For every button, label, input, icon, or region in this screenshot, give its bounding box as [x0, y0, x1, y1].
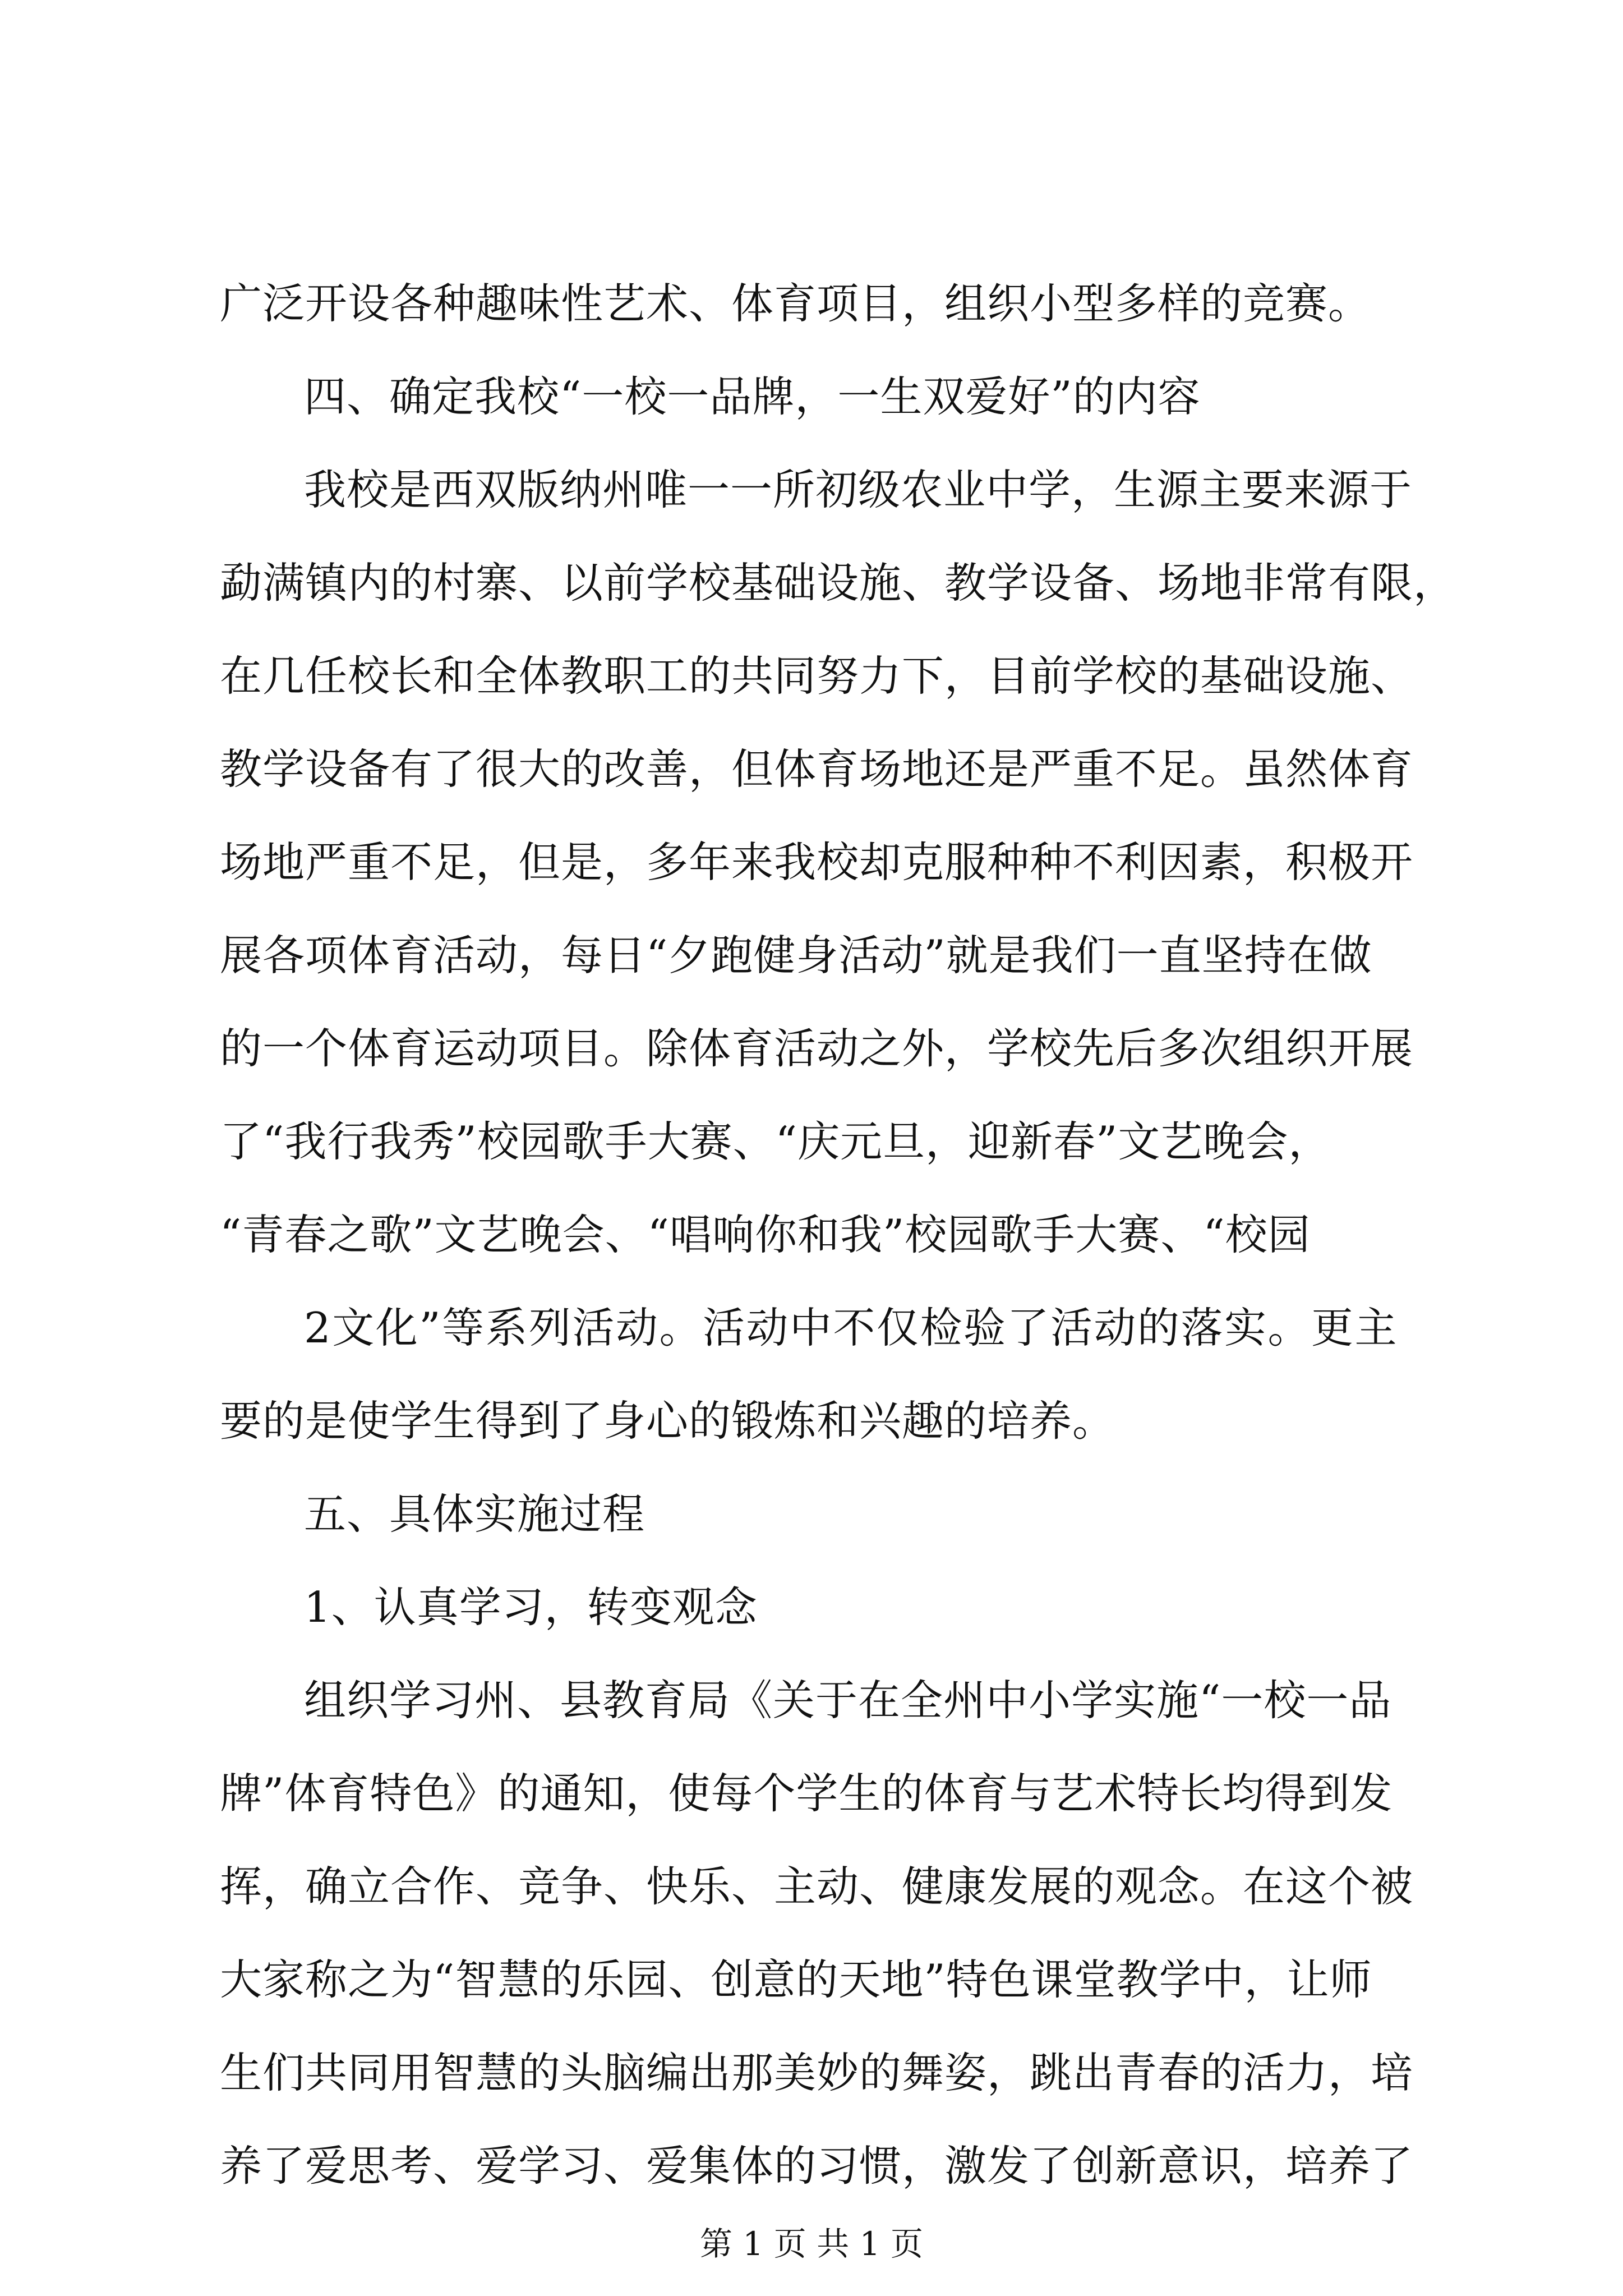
section-heading-5: 五、具体实施过程 [304, 1489, 645, 1539]
text-line-8: 展各项体育活动，每日“夕跑健身活动”就是我们一直坚持在做 [220, 931, 1372, 980]
subsection-heading-1: 1、认真学习，转变观念 [304, 1582, 758, 1632]
text-line-18: 挥，确立合作、竞争、快乐、主动、健康发展的观念。在这个被 [220, 1862, 1414, 1911]
text-line-1: 广泛开设各种趣味性艺术、体育项目，组织小型多样的竞赛。 [220, 279, 1371, 328]
text-line-3: 我校是西双版纳州唯一一所初级农业中学，生源主要来源于 [304, 465, 1413, 514]
text-line-10: 了“我行我秀”校园歌手大赛、“庆元旦，迎新春”文艺晚会， [220, 1117, 1331, 1166]
text-line-7: 场地严重不足，但是，多年来我校却克服种种不利因素，积极开 [220, 838, 1414, 887]
text-line-20: 生们共同用智慧的头脑编出那美妙的舞姿，跳出青春的活力，培 [220, 2048, 1414, 2097]
text-line-4: 勐满镇内的村寨、以前学校基础设施、教学设备、场地非常有限， [220, 558, 1456, 608]
text-line-19: 大家称之为“智慧的乐园、创意的天地”特色课堂教学中，让师 [220, 1955, 1372, 2004]
page-footer: 第 1 页 共 1 页 [700, 2225, 923, 2263]
text-line-13: 要的是使学生得到了身心的锻炼和兴趣的培养。 [220, 1396, 1115, 1446]
text-line-5: 在几任校长和全体教职工的共同努力下，目前学校的基础设施、 [220, 651, 1414, 701]
text-line-21: 养了爱思考、爱学习、爱集体的习惯，激发了创新意识，培养了 [220, 2141, 1414, 2191]
text-line-17: 牌”体育特色》的通知，使每个学生的体育与艺术特长均得到发 [220, 1769, 1393, 1818]
section-heading-4: 四、确定我校“一校一品牌，一生双爱好”的内容 [304, 372, 1201, 421]
text-line-6: 教学设备有了很大的改善，但体育场地还是严重不足。虽然体育 [220, 744, 1414, 794]
text-line-9: 的一个体育运动项目。除体育活动之外，学校先后多次组织开展 [220, 1024, 1414, 1073]
text-line-16: 组织学习州、县教育局《关于在全州中小学实施“一校一品 [304, 1676, 1392, 1725]
text-line-11: “青春之歌”文艺晚会、“唱响你和我”校园歌手大赛、“校园 [220, 1210, 1311, 1259]
text-line-12: 2文化”等系列活动。活动中不仅检验了活动的落实。更主 [304, 1303, 1399, 1352]
